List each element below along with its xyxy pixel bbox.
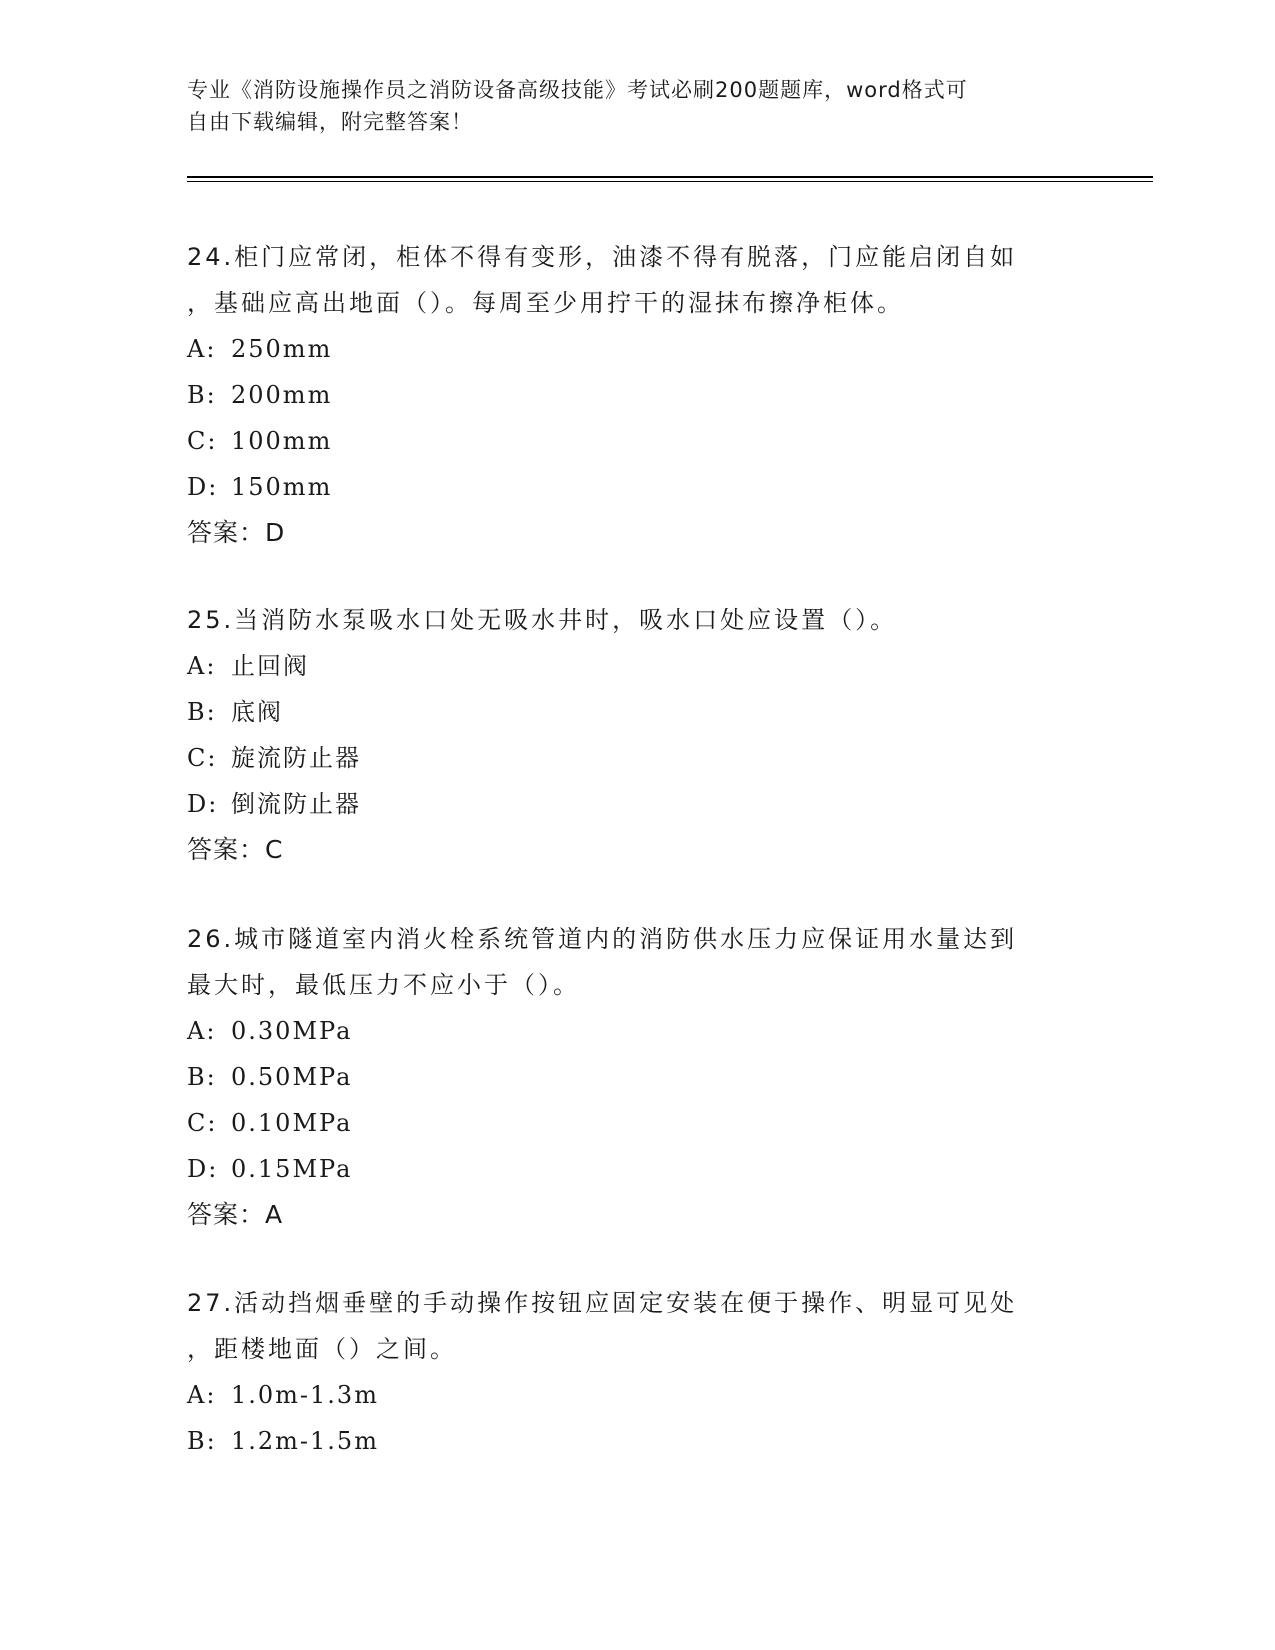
option-text: 倒流防止器: [231, 790, 361, 818]
question-stem-line-1: 26.城市隧道室内消火栓系统管道内的消防供水压力应保证用水量达到: [187, 925, 1018, 953]
option-label: A:: [187, 1017, 217, 1045]
question-stem-line-1: 27.活动挡烟垂壁的手动操作按钮应固定安装在便于操作、明显可见处: [187, 1289, 1018, 1317]
option-text: 旋流防止器: [231, 744, 361, 772]
option-label: A:: [187, 335, 217, 363]
question-stem-line-1: 25.当消防水泵吸水口处无吸水井时，吸水口处应设置（）。: [187, 606, 898, 634]
document-header: [187, 74, 1087, 138]
answer: 答案：A: [187, 1200, 284, 1229]
header-line-1: 专业《消防设施操作员之消防设备高级技能》考试必刷200题题库，word格式可: [187, 78, 968, 102]
option-b: [187, 1418, 1087, 1464]
option-a: [187, 1372, 1087, 1418]
option-text: 100mm: [231, 427, 333, 455]
option-text: 0.10MPa: [231, 1109, 353, 1137]
option-label: A:: [187, 1381, 217, 1409]
option-text: 1.2m-1.5m: [231, 1427, 379, 1455]
option-b: [187, 689, 1087, 735]
question-27: [187, 1280, 1087, 1464]
question-stem-line-2: 最大时，最低压力不应小于（）。: [187, 971, 580, 999]
option-c: [187, 735, 1087, 781]
option-b: [187, 1054, 1087, 1100]
header-line-2: 自由下载编辑，附完整答案！: [187, 110, 473, 134]
option-d: [187, 464, 1087, 510]
option-label: D:: [187, 1155, 219, 1183]
option-label: B:: [187, 1063, 217, 1091]
option-label: A:: [187, 652, 217, 680]
option-d: [187, 781, 1087, 827]
option-label: C:: [187, 427, 218, 455]
question-24: [187, 234, 1087, 556]
question-26: [187, 916, 1087, 1238]
option-a: [187, 643, 1087, 689]
answer: 答案：C: [187, 835, 284, 864]
option-label: C:: [187, 1109, 218, 1137]
option-c: [187, 418, 1087, 464]
header-divider-thin: [187, 181, 1153, 182]
option-text: 200mm: [231, 381, 333, 409]
option-a: [187, 326, 1087, 372]
option-text: 止回阀: [231, 652, 309, 680]
answer: 答案：D: [187, 518, 286, 547]
option-c: [187, 1100, 1087, 1146]
option-b: [187, 372, 1087, 418]
option-text: 0.30MPa: [231, 1017, 353, 1045]
option-text: 1.0m-1.3m: [231, 1381, 379, 1409]
option-text: 底阀: [231, 698, 283, 726]
option-text: 0.50MPa: [231, 1063, 353, 1091]
option-label: B:: [187, 698, 217, 726]
option-label: D:: [187, 790, 219, 818]
question-stem-line-2: ，距楼地面（）之间。: [187, 1335, 457, 1363]
question-stem-line-2: ，基础应高出地面（）。每周至少用拧干的湿抹布擦净柜体。: [187, 289, 904, 317]
option-label: D:: [187, 473, 219, 501]
option-label: B:: [187, 1427, 217, 1455]
option-text: 150mm: [231, 473, 333, 501]
header-divider-thick: [187, 176, 1153, 178]
question-stem-line-1: 24.柜门应常闭，柜体不得有变形，油漆不得有脱落，门应能启闭自如: [187, 243, 1018, 271]
option-text: 250mm: [231, 335, 333, 363]
option-text: 0.15MPa: [231, 1155, 353, 1183]
option-a: [187, 1008, 1087, 1054]
question-25: [187, 597, 1087, 873]
option-d: [187, 1146, 1087, 1192]
option-label: C:: [187, 744, 218, 772]
option-label: B:: [187, 381, 217, 409]
